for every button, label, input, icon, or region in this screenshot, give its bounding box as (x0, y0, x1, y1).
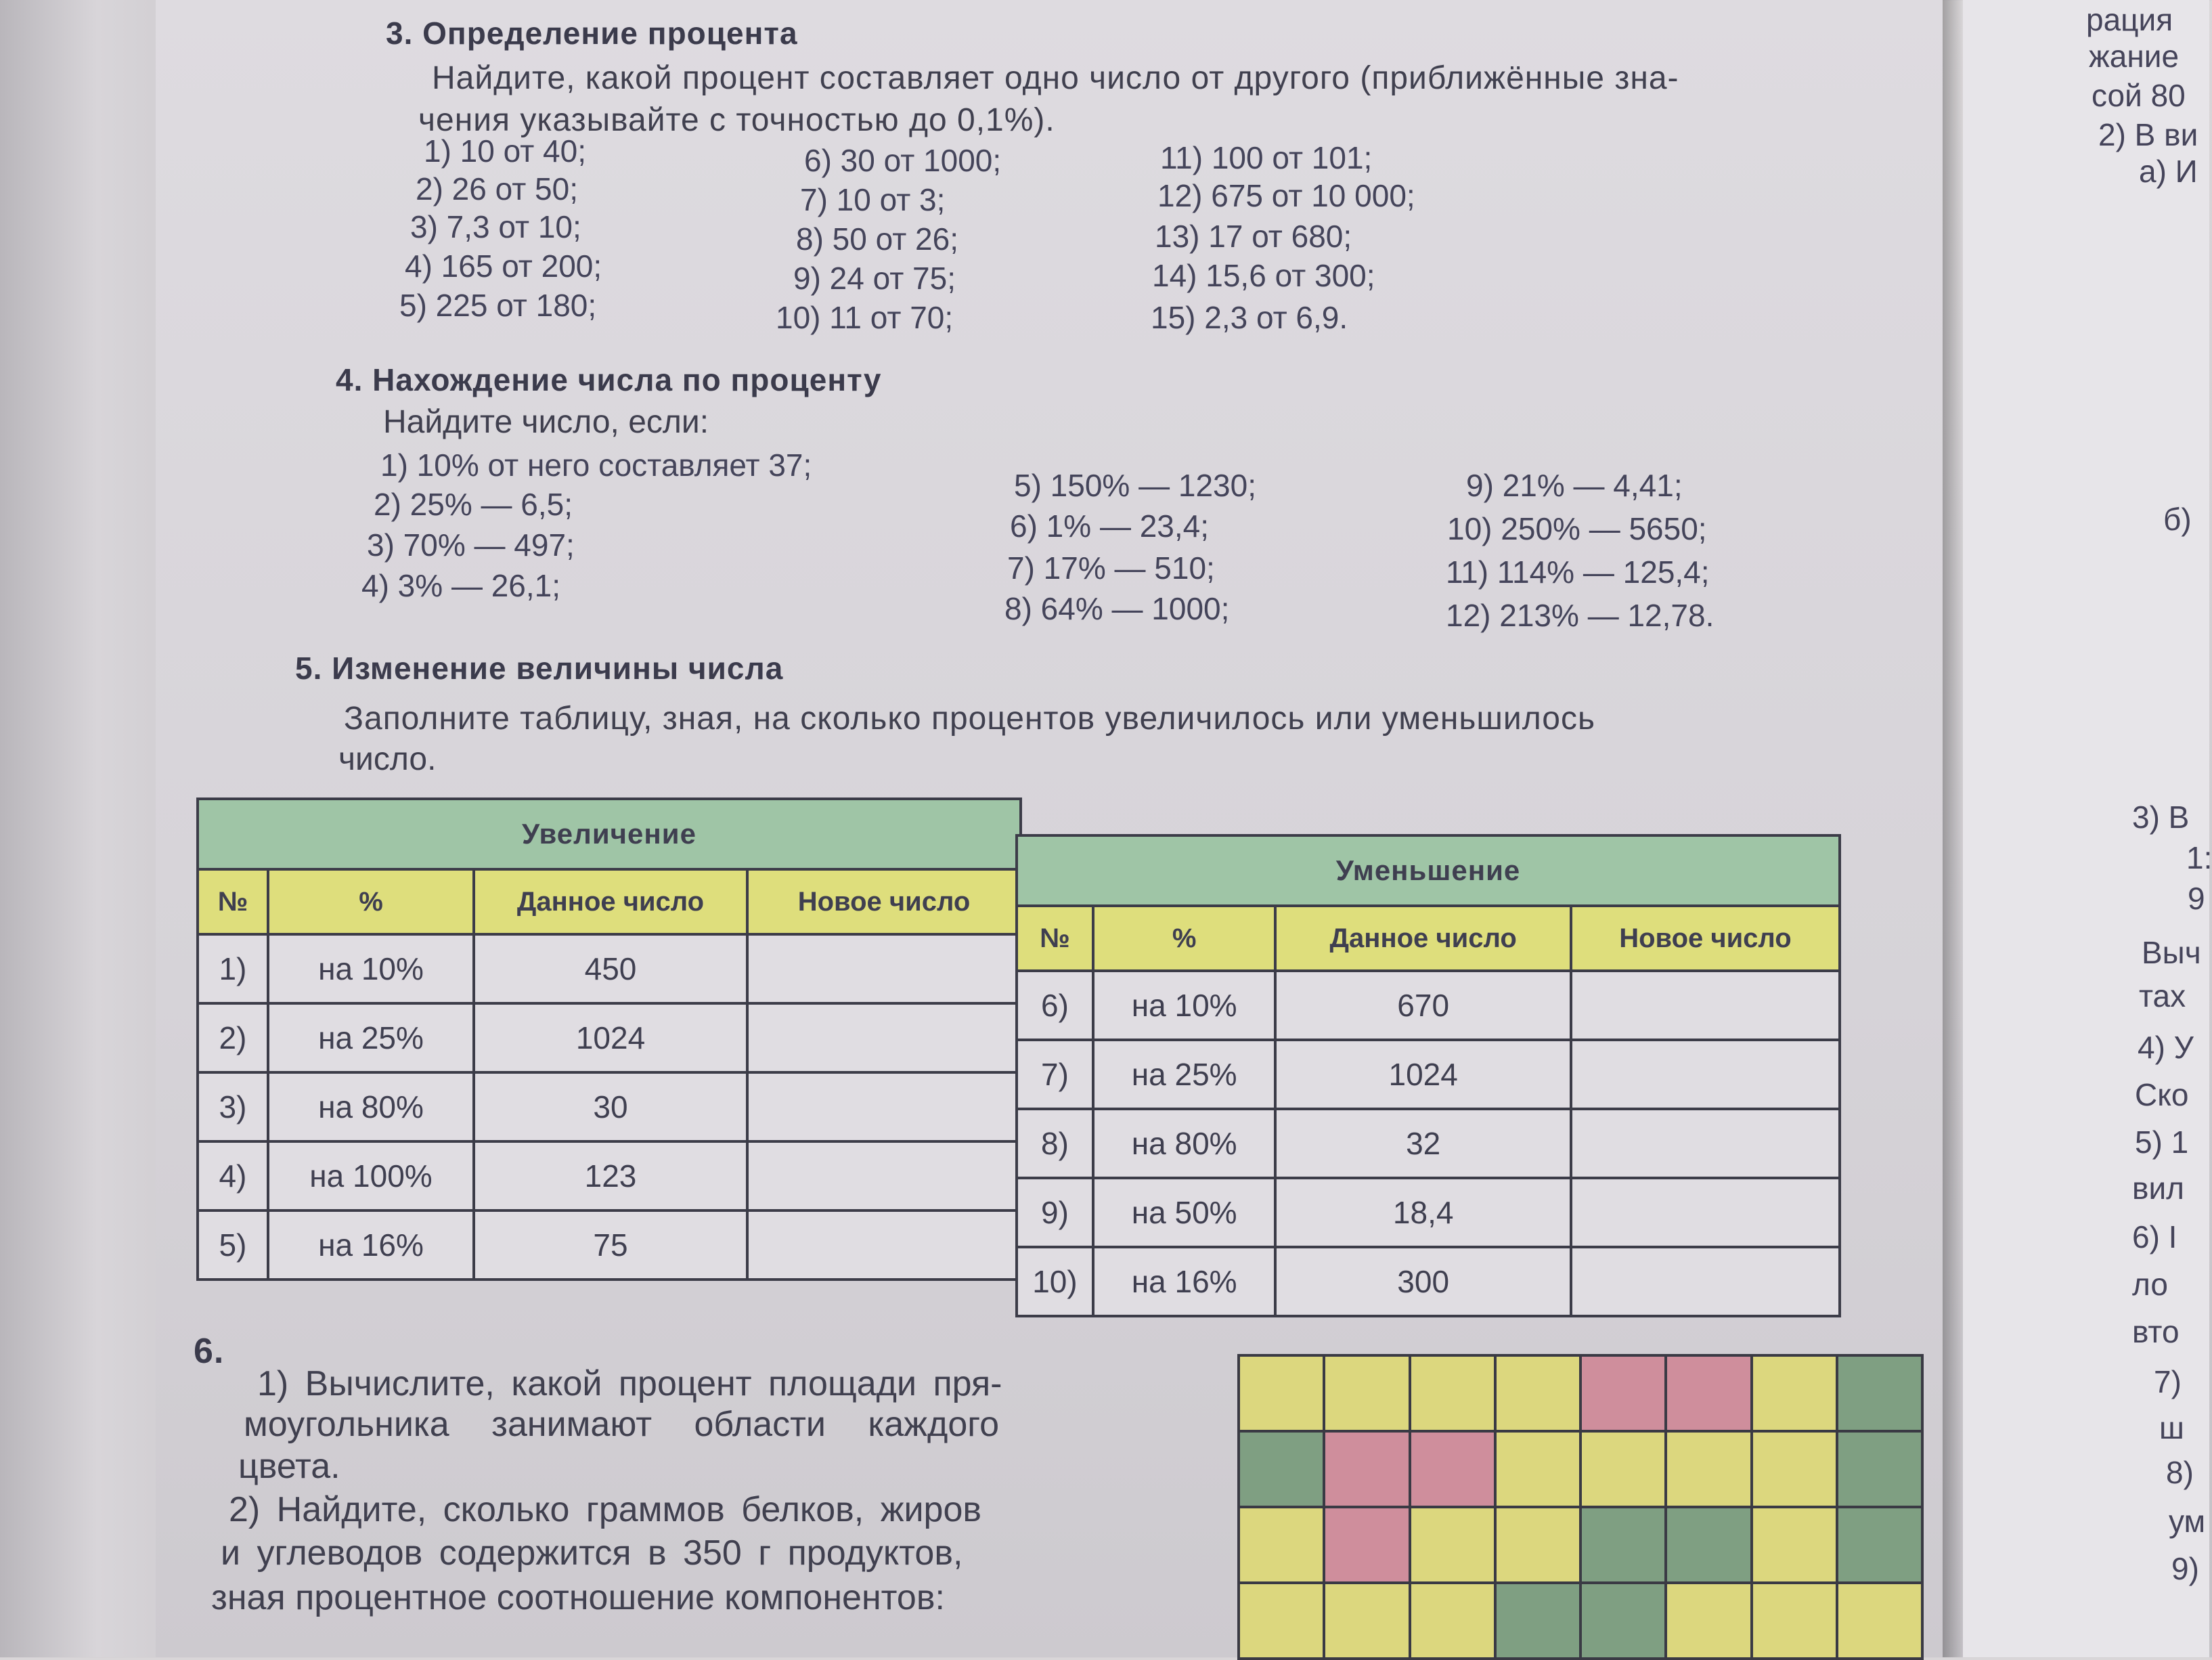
row-percent: на 16% (268, 1210, 474, 1280)
right-page-line: 1: (2186, 840, 2212, 875)
grid-cell-yellow (1753, 1433, 1838, 1508)
right-page-line: жание (2089, 39, 2180, 74)
grid-cell-yellow (1582, 1433, 1667, 1508)
row-new[interactable] (747, 934, 1021, 1003)
right-page-line: вто (2132, 1314, 2180, 1349)
row-percent: на 50% (1093, 1178, 1276, 1247)
col-header: % (1093, 906, 1276, 971)
row-given: 1024 (1275, 1040, 1571, 1109)
right-page-line: б) (2163, 502, 2192, 537)
grid-cell-green (1838, 1357, 1924, 1433)
section5-heading: 5. Изменение величины числа (295, 651, 784, 686)
right-page-line: 3) В (2132, 800, 2190, 835)
row-given: 30 (474, 1072, 747, 1141)
section5-task-cont: число. (338, 741, 437, 777)
col-header: № (1017, 906, 1093, 971)
row-new[interactable] (747, 1072, 1021, 1141)
right-page-line: ум (2169, 1504, 2206, 1539)
s4-item: 3) 70% — 497; (367, 527, 575, 563)
row-new[interactable] (1571, 1109, 1840, 1178)
s3-item: 14) 15,6 от 300; (1152, 258, 1375, 293)
s3-item: 4) 165 от 200; (405, 248, 602, 284)
right-page-line: 9) (2171, 1551, 2199, 1586)
s3-item: 1) 10 от 40; (424, 133, 586, 169)
decrease-table (1015, 834, 1841, 1317)
page-fold-shadow (1943, 0, 1963, 1657)
section3-task-cont: чения указывайте с точностью до 0,1%). (418, 102, 1055, 138)
row-number: 10) (1017, 1247, 1093, 1316)
grid-cell-yellow (1411, 1508, 1497, 1584)
grid-cell-yellow (1838, 1584, 1924, 1660)
grid-cell-yellow (1497, 1357, 1582, 1433)
grid-cell-yellow (1497, 1433, 1582, 1508)
page-left-edge (0, 0, 162, 1657)
row-number: 4) (198, 1141, 268, 1210)
grid-cell-pink (1411, 1433, 1497, 1508)
table-row (1017, 1247, 1840, 1316)
s3-item: 3) 7,3 от 10; (410, 209, 581, 244)
row-new[interactable] (1571, 1040, 1840, 1109)
right-page-line: рация (2086, 2, 2173, 37)
row-number: 7) (1017, 1040, 1093, 1109)
increase-title: Увеличение (198, 799, 1021, 869)
right-page-line: Ско (2135, 1077, 2189, 1112)
s4-item: 12) 213% — 12,78. (1446, 598, 1715, 633)
row-new[interactable] (1571, 1247, 1840, 1316)
row-new[interactable] (747, 1003, 1021, 1072)
section6-line: и углеводов содержится в 350 г продуктов, (221, 1533, 963, 1573)
table-row (198, 934, 1021, 1003)
s3-item: 10) 11 от 70; (776, 300, 954, 335)
grid-cell-pink (1325, 1508, 1411, 1584)
grid-cell-green (1240, 1433, 1325, 1508)
grid-cell-yellow (1667, 1584, 1752, 1660)
grid-cell-green (1582, 1508, 1667, 1584)
section6-line: моугольника занимают области каждого (244, 1405, 1000, 1444)
grid-cell-pink (1325, 1433, 1411, 1508)
grid-cell-yellow (1411, 1584, 1497, 1660)
row-new[interactable] (747, 1210, 1021, 1280)
s4-item: 11) 114% — 125,4; (1446, 554, 1710, 590)
grid-cell-yellow (1667, 1433, 1752, 1508)
section6-line: 1) Вычислите, какой процент площади пря- (257, 1364, 1002, 1403)
row-number: 3) (198, 1072, 268, 1141)
table-row (1017, 1178, 1840, 1247)
row-number: 8) (1017, 1109, 1093, 1178)
s4-item: 2) 25% — 6,5; (374, 487, 573, 522)
s3-item: 7) 10 от 3; (800, 182, 946, 217)
col-header: Данное число (474, 869, 747, 934)
grid-cell-green (1838, 1433, 1924, 1508)
grid-cell-pink (1667, 1357, 1752, 1433)
section3-heading: 3. Определение процента (386, 16, 798, 51)
grid-cell-green (1838, 1508, 1924, 1584)
s4-item: 9) 21% — 4,41; (1466, 468, 1683, 503)
grid-cell-green (1667, 1508, 1752, 1584)
grid-cell-yellow (1240, 1357, 1325, 1433)
row-given: 450 (474, 934, 747, 1003)
right-page-line: 2) В ви (2098, 117, 2198, 152)
row-new[interactable] (747, 1141, 1021, 1210)
section6-line: цвета. (238, 1447, 340, 1486)
row-given: 32 (1275, 1109, 1571, 1178)
table-row (198, 1003, 1021, 1072)
right-page-line: 9 (2188, 881, 2205, 916)
col-header: Данное число (1275, 906, 1571, 971)
row-number: 6) (1017, 971, 1093, 1040)
col-header: % (268, 869, 474, 934)
row-percent: на 10% (1093, 971, 1276, 1040)
right-page-line: ло (2132, 1267, 2168, 1302)
table-row (198, 1210, 1021, 1280)
row-percent: на 25% (268, 1003, 474, 1072)
col-header: № (198, 869, 268, 934)
color-rectangle-grid (1237, 1354, 1924, 1660)
row-number: 5) (198, 1210, 268, 1280)
table-row (1017, 1109, 1840, 1178)
table-row (198, 1072, 1021, 1141)
grid-cell-green (1497, 1584, 1582, 1660)
grid-cell-yellow (1753, 1584, 1838, 1660)
right-page-line: вил (2132, 1171, 2184, 1206)
right-page-line: а) И (2139, 154, 2198, 189)
grid-cell-yellow (1411, 1357, 1497, 1433)
section4-heading: 4. Нахождение числа по проценту (336, 362, 882, 397)
right-page-line: тах (2139, 978, 2186, 1013)
row-number: 1) (198, 934, 268, 1003)
s3-item: 2) 26 от 50; (416, 171, 578, 206)
col-header: Новое число (747, 869, 1021, 934)
s4-item: 8) 64% — 1000; (1004, 591, 1230, 626)
right-page-line: сой 80 (2092, 78, 2186, 113)
row-percent: на 16% (1093, 1247, 1276, 1316)
grid-cell-yellow (1240, 1508, 1325, 1584)
grid-cell-green (1582, 1584, 1667, 1660)
grid-cell-yellow (1497, 1508, 1582, 1584)
row-given: 300 (1275, 1247, 1571, 1316)
grid-cell-yellow (1325, 1584, 1411, 1660)
right-page-line: 8) (2166, 1455, 2194, 1490)
s3-item: 8) 50 от 26; (796, 221, 958, 257)
row-given: 1024 (474, 1003, 747, 1072)
section6-line: зная процентное соотношение компонентов: (211, 1578, 945, 1617)
s3-item: 5) 225 от 180; (399, 288, 597, 323)
section3-task: Найдите, какой процент составляет одно число от другого (приближённые зна- (432, 60, 1679, 96)
right-page-line: 6) I (2132, 1219, 2177, 1254)
s4-item: 4) 3% — 26,1; (361, 568, 561, 603)
grid-cell-yellow (1325, 1357, 1411, 1433)
s4-item: 5) 150% — 1230; (1014, 468, 1257, 503)
grid-cell-yellow (1753, 1357, 1838, 1433)
s4-item: 6) 1% — 23,4; (1010, 508, 1210, 544)
table-row (1017, 971, 1840, 1040)
s3-item: 9) 24 от 75; (793, 261, 956, 296)
section5-task: Заполните таблицу, зная, на сколько процентов увеличилось или уменьшилось (344, 701, 1595, 737)
grid-cell-yellow (1753, 1508, 1838, 1584)
right-page-line: 7) (2154, 1364, 2182, 1399)
row-number: 9) (1017, 1178, 1093, 1247)
s4-item: 1) 10% от него составляет 37; (380, 447, 812, 483)
row-percent: на 80% (268, 1072, 474, 1141)
col-header: Новое число (1571, 906, 1840, 971)
s4-item: 7) 17% — 510; (1007, 550, 1215, 586)
right-page-line: ш (2159, 1410, 2184, 1445)
row-given: 75 (474, 1210, 747, 1280)
s3-item: 6) 30 от 1000; (804, 143, 1002, 178)
row-number: 2) (198, 1003, 268, 1072)
table-row (198, 1141, 1021, 1210)
increase-table (196, 798, 1022, 1281)
row-given: 18,4 (1275, 1178, 1571, 1247)
row-percent: на 80% (1093, 1109, 1276, 1178)
row-given: 670 (1275, 971, 1571, 1040)
s3-item: 15) 2,3 от 6,9. (1151, 300, 1348, 335)
row-new[interactable] (1571, 971, 1840, 1040)
decrease-title: Уменьшение (1017, 835, 1840, 906)
table-row (1017, 1040, 1840, 1109)
right-page-line: 5) 1 (2135, 1124, 2189, 1160)
grid-cell-yellow (1240, 1584, 1325, 1660)
s4-item: 10) 250% — 5650; (1447, 511, 1707, 546)
row-given: 123 (474, 1141, 747, 1210)
section6-line: 2) Найдите, сколько граммов белков, жиров (229, 1490, 981, 1529)
section6-number: 6. (194, 1332, 225, 1371)
right-page-line: Выч (2142, 935, 2201, 970)
row-percent: на 100% (268, 1141, 474, 1210)
s3-item: 11) 100 от 101; (1160, 140, 1373, 175)
grid-cell-pink (1582, 1357, 1667, 1433)
section4-task: Найдите число, если: (383, 404, 709, 440)
row-percent: на 10% (268, 934, 474, 1003)
s3-item: 13) 17 от 680; (1155, 219, 1352, 254)
row-new[interactable] (1571, 1178, 1840, 1247)
s3-item: 12) 675 от 10 000; (1157, 178, 1415, 213)
right-page-line: 4) У (2138, 1030, 2194, 1065)
row-percent: на 25% (1093, 1040, 1276, 1109)
